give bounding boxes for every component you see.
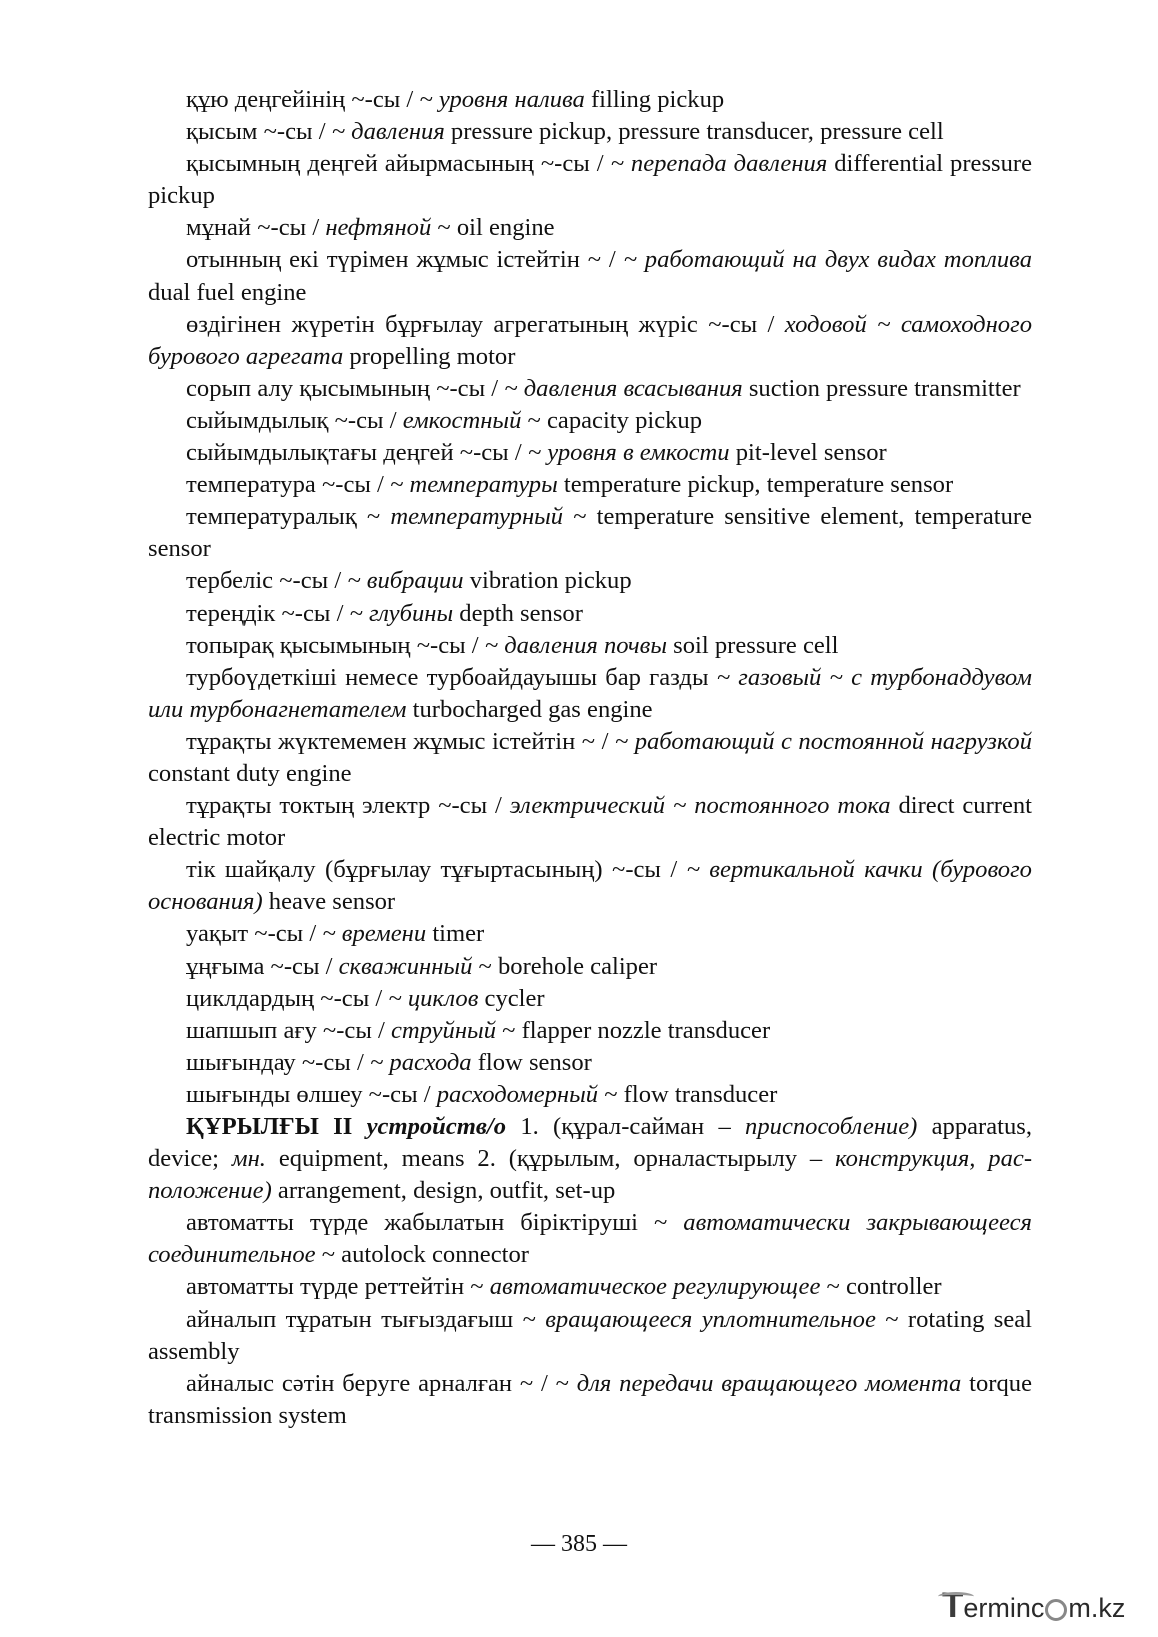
dictionary-entry (148, 726, 1032, 790)
russian-term: ~ времени (322, 920, 427, 948)
russian-term: конструкция, расположение) (148, 1145, 1033, 1205)
headword: устройств/о (366, 1113, 507, 1140)
entry-text: heave sensor (262, 888, 396, 916)
dictionary-entry (148, 1207, 1032, 1271)
entry-text: шығынды өлшеу ~-сы / (186, 1080, 437, 1108)
russian-term: скважинный (338, 952, 473, 980)
entry-text: қысым ~-сы / (186, 118, 332, 146)
logo-initial: T (942, 1586, 964, 1625)
dictionary-entry (148, 1304, 1032, 1368)
entry-text: flow sensor (471, 1048, 592, 1076)
russian-term: нефтяной (325, 214, 432, 242)
entry-text: құю деңгейінің ~-сы / (186, 86, 420, 113)
dictionary-entry (148, 84, 1032, 116)
entry-text: сыйымдылық ~-сы / (186, 406, 403, 434)
entry-text: torque transmission system (148, 1369, 1032, 1429)
russian-term: ~ давления всасывания (504, 374, 743, 402)
entry-text: айналыс сәтін беруге арналған ~ / ~ (186, 1369, 577, 1397)
dictionary-entry (148, 405, 1032, 437)
logo-text-after: m.kz (1068, 1593, 1126, 1623)
russian-term: струйный (390, 1016, 497, 1044)
dictionary-entry (148, 1271, 1032, 1303)
russian-term: ~ работающий с постоянной нагрузкой (614, 727, 1032, 755)
russian-term: ~ работающий на двух видах топлива (623, 246, 1032, 274)
russian-term: ~ глубины (349, 599, 454, 627)
russian-term: емкостный (402, 406, 522, 434)
russian-term: ~ уровня налива (419, 86, 585, 113)
logo-text-middle: c (1030, 1593, 1045, 1623)
entry-text: тік шайқалу (бұрғылау тұғыртасының) ~-сы / (186, 856, 687, 884)
dictionary-entry (148, 469, 1032, 501)
entry-text: шығындау ~-сы / (186, 1048, 370, 1076)
page-number: — 385 — (531, 1531, 627, 1557)
russian-term: приспособление) (745, 1113, 918, 1140)
dictionary-entry (148, 983, 1032, 1015)
russian-term: ~ температуры (390, 471, 558, 499)
russian-term: автоматическое регулирующее (489, 1273, 821, 1301)
russian-term: ~ газовый ~ с турбонаддувом или турбонагнетателем (148, 663, 1032, 723)
russian-term: расходомерный (436, 1080, 599, 1108)
russian-term: мн. (231, 1145, 266, 1173)
entry-text: тұрақты жүктемемен жұмыс істейтін ~ / (186, 727, 615, 755)
entry-text: ~ temperature sensitive element, temperature sensor (148, 503, 1032, 563)
dictionary-entry (148, 630, 1032, 662)
entry-text: қысымның деңгей айырмасының ~-сы / (186, 150, 611, 178)
dictionary-entry (148, 951, 1032, 983)
entry-text: автоматты түрде реттейтін ~ (186, 1273, 490, 1301)
russian-term: ~ уровня в емкости (527, 439, 730, 467)
entry-text: soil pressure cell (667, 631, 839, 659)
dictionary-entry (148, 1111, 1032, 1207)
russian-term: ~ циклов (388, 984, 479, 1012)
dictionary-entry (148, 212, 1032, 244)
entry-text: 1. (құрал-сайман – (506, 1113, 746, 1140)
dictionary-entry (148, 501, 1032, 565)
logo-swoosh (938, 1592, 974, 1601)
dictionary-entry (148, 309, 1032, 373)
entry-text: propelling motor (343, 342, 516, 370)
russian-term: ходовой ~ самоходного бурового агрегата (148, 310, 1032, 370)
dictionary-entry (148, 565, 1032, 597)
russian-term: ~ давления (331, 118, 445, 146)
russian-term: автоматически закрывающееся соединительное (148, 1209, 1032, 1269)
dictionary-entry (148, 662, 1032, 726)
termincom-logo (942, 1588, 1125, 1624)
entry-text: suction pressure transmitter (742, 374, 1021, 402)
entry-text: vibration pickup (463, 567, 632, 595)
entry-text: айналып тұратын тығыздағыш ~ (186, 1305, 546, 1333)
entry-text: топырақ қысымының ~-сы / (186, 631, 485, 659)
entry-text: ~ borehole caliper (472, 952, 658, 980)
entry-text: циклдардың ~-сы / (186, 984, 389, 1012)
russian-term: электрический ~ постоянного тока (509, 792, 891, 820)
dictionary-entry (148, 790, 1032, 854)
dictionary-entries (148, 84, 1032, 1432)
russian-term: температурный (390, 503, 564, 531)
russian-term: вращающееся уплотнительное (545, 1305, 876, 1333)
russian-term: для передачи вращающего момента (576, 1369, 962, 1397)
logo-circle-icon (1045, 1599, 1067, 1621)
dictionary-entry (148, 1368, 1032, 1432)
dictionary-entry (148, 148, 1032, 212)
entry-text: ~ rotating seal assembly (148, 1305, 1033, 1365)
dictionary-entry (148, 1079, 1032, 1111)
entry-text: өздігінен жүретін бұрғылау агрегатының жүріс ~-сы / (186, 310, 785, 338)
dictionary-entry (148, 116, 1032, 148)
logo-text-before: ermin (963, 1593, 1031, 1623)
dictionary-entry (148, 437, 1032, 469)
entry-text: constant duty engine (148, 759, 352, 787)
dictionary-entry (148, 854, 1032, 918)
entry-text: отынның екі түрімен жұмыс істейтін ~ / (186, 246, 624, 274)
entry-text: тұрақты токтың электр ~-сы / (186, 792, 510, 820)
entry-text: arrangement, design, outfit, set-up (271, 1177, 616, 1205)
entry-text: сыйымдылықтағы деңгей ~-сы / (186, 439, 528, 467)
entry-text: dual fuel engine (148, 278, 307, 306)
entry-text: шапшып ағу ~-сы / (186, 1016, 391, 1044)
entry-text: тереңдік ~-сы / (186, 599, 350, 627)
entry-text: ~ controller (820, 1273, 942, 1301)
entry-text: equipment, means 2. (құрылым, орналастырылу – (265, 1145, 836, 1173)
entry-text: pit-level sensor (729, 439, 887, 467)
entry-text: температуралық ~ (186, 503, 391, 531)
entry-text: timer (426, 920, 485, 948)
entry-text: apparatus, device; (148, 1113, 1033, 1173)
dictionary-entry (148, 373, 1032, 405)
russian-term: ~ перепада давления (610, 150, 828, 178)
entry-text: ~ flapper nozzle transducer (496, 1016, 771, 1044)
russian-term: ~ давления почвы (484, 631, 668, 659)
dictionary-entry (148, 918, 1032, 950)
entry-text: pressure pickup, pressure transducer, pressure cell (444, 118, 944, 146)
entry-text: ~ capacity pickup (521, 406, 703, 434)
entry-text: сорып алу қысымының ~-сы / (186, 374, 505, 402)
dictionary-entry (148, 244, 1032, 308)
dictionary-entry (148, 1047, 1032, 1079)
entry-text: filling pickup (584, 86, 725, 113)
headword: ҚҰРЫЛҒЫ II (186, 1113, 367, 1140)
russian-term: ~ вертикальной качки (бурового основания) (148, 856, 1032, 916)
russian-term: ~ вибрации (347, 567, 464, 595)
entry-text: direct current electric motor (148, 792, 1032, 852)
entry-text: cycler (478, 984, 545, 1012)
entry-text: тербеліс ~-сы / (186, 567, 348, 595)
entry-text: турбоүдеткіші немесе турбоайдауышы бар газды (186, 663, 717, 691)
entry-text: ~ flow transducer (598, 1080, 778, 1108)
entry-text: мұнай ~-сы / (186, 214, 326, 242)
entry-text: ~ autolock connector (315, 1241, 529, 1269)
entry-text: автоматты түрде жабылатын біріктіруші ~ (186, 1209, 684, 1237)
entry-text: differential pressure pickup (148, 150, 1032, 210)
dictionary-entry (148, 1015, 1032, 1047)
entry-text: температура ~-сы / (186, 471, 391, 499)
dictionary-entry (148, 598, 1032, 630)
entry-text: turbocharged gas engine (406, 695, 653, 723)
russian-term: ~ расхода (369, 1048, 472, 1076)
entry-text: depth sensor (453, 599, 583, 627)
entry-text: ~ oil engine (431, 214, 555, 242)
entry-text: temperature pickup, temperature sensor (557, 471, 954, 499)
entry-text: ұңғыма ~-сы / (186, 952, 339, 980)
entry-text: уақыт ~-сы / (186, 920, 323, 948)
